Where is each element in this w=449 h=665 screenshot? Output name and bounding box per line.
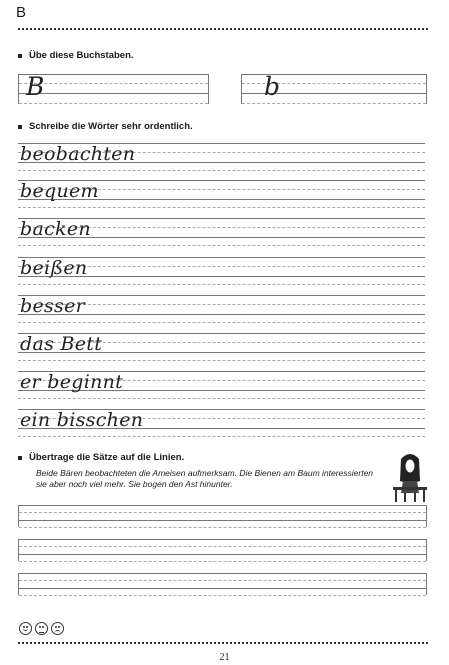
cursive-word: bequem	[20, 180, 99, 202]
lower-b-sample: b	[264, 72, 281, 101]
writing-line-block[interactable]	[18, 539, 427, 561]
word-practice-row	[18, 180, 425, 208]
page-letter-heading: B	[16, 4, 27, 21]
bottom-dotted-divider	[18, 642, 428, 644]
cursive-word: ein bisschen	[20, 409, 144, 431]
smiley-happy-icon[interactable]	[19, 622, 32, 635]
task3-label: Übertrage die Sätze auf die Linien.	[29, 452, 185, 463]
word-practice-row	[18, 371, 425, 399]
self-rating-smileys	[19, 622, 67, 635]
cursive-word: das Bett	[20, 333, 103, 355]
letter-practice-box-upper	[18, 74, 209, 104]
cursive-word: beobachten	[20, 143, 136, 165]
smiley-neutral-icon[interactable]	[35, 622, 48, 635]
bullet-icon	[18, 125, 22, 129]
letter-practice-box-lower	[241, 74, 427, 104]
bullet-icon	[18, 54, 22, 58]
top-dotted-divider	[18, 28, 428, 30]
word-practice-row	[18, 218, 425, 246]
cursive-word: er beginnt	[20, 371, 124, 393]
task2-instruction	[18, 121, 193, 132]
task1-instruction	[18, 50, 134, 61]
upper-b-sample: B	[26, 72, 45, 101]
task3-instruction	[18, 452, 184, 463]
word-practice-row	[18, 295, 425, 323]
bear-reading-illustration	[389, 451, 431, 503]
writing-line-block[interactable]	[18, 573, 427, 595]
cursive-word: beißen	[20, 257, 88, 279]
cursive-word: backen	[20, 218, 91, 240]
word-practice-row	[18, 333, 425, 361]
bullet-icon	[18, 456, 22, 460]
page-number: 21	[219, 652, 230, 663]
copy-sentences: Beide Bären beobachteten die Ameisen aufmerksam. Die Bienen am Baum interessierten sie aber noch viel mehr. Sie bogen den Ast hinunter.	[36, 468, 374, 489]
word-practice-row	[18, 409, 425, 437]
task1-label: Übe diese Buchstaben.	[29, 50, 134, 61]
word-practice-row	[18, 143, 425, 171]
task2-label: Schreibe die Wörter sehr ordentlich.	[29, 121, 193, 132]
word-practice-row	[18, 257, 425, 285]
smiley-sad-icon[interactable]	[51, 622, 64, 635]
cursive-word: besser	[20, 295, 86, 317]
writing-line-block[interactable]	[18, 505, 427, 527]
